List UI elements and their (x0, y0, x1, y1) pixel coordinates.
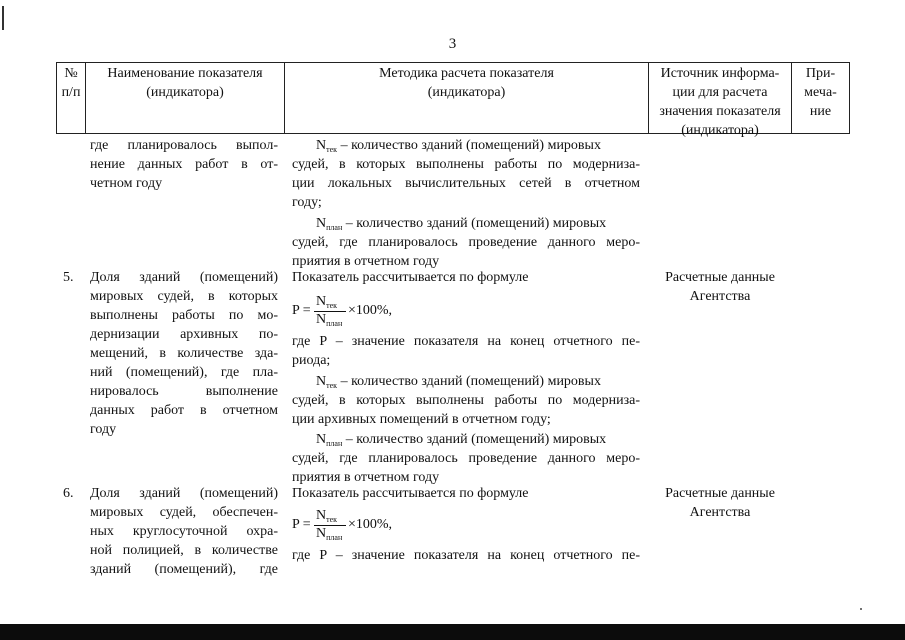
table-top-border (56, 62, 850, 63)
cont-name-cell: где планировалось выпол- нение данных работ в от- четном году (90, 138, 278, 191)
row5-formula: P = $N_{тек}$ $N_{план}$ ×100%, (292, 294, 393, 328)
row5-number: 5. (63, 270, 74, 285)
header-col-note: При- меча- ние (804, 66, 837, 119)
row6-number: 6. (63, 486, 74, 501)
row6-name-cell: Доля зданий (помещений) мировых судей, обеспечен- ных круглосуточной охра- ной полицией, в количестве зданий (помещений), где (90, 486, 278, 577)
cont-nplan-paragraph: $N_{план}$ – количество зданий (помещений) мировых судей, где планировалось проведение данного меро- приятия в отчетном году (292, 216, 640, 269)
row6-formula: P = $N_{тек}$ $N_{план}$ ×100%, (292, 508, 393, 542)
page-number: 3 (448, 36, 457, 52)
scan-bottom-edge (0, 624, 905, 640)
row6-formula-intro: Показатель рассчитывается по формуле (292, 486, 529, 501)
scan-margin-mark (2, 6, 4, 30)
nplan-symbol: N (316, 432, 327, 447)
cont-ntek-paragraph: $N_{тек}$ – количество зданий (помещений) мировых судей, в которых выполнены работы по модерниза- ции локальных вычислительных сетей в отчетном году; (292, 138, 640, 210)
row5-source: Расчетные данные Агентства (665, 270, 775, 304)
header-col-number: № п/п (61, 66, 81, 100)
row5-name-cell: Доля зданий (помещений) мировых судей, в которых выполнены работы по мо- дернизации архивных по- мещений, в количестве зда- ний (помещений), где пла- нировалось выполнение данных работ в отчетном году (90, 270, 278, 437)
scan-speck (860, 608, 862, 610)
row5-ntek-paragraph: $N_{тек}$ – количество зданий (помещений) мировых судей, в которых выполнены работы по модерниза- ции архивных помещений в отчетном году; (292, 374, 640, 427)
row5-formula-intro: Показатель рассчитывается по формуле (292, 270, 529, 285)
nplan-symbol: N (316, 216, 327, 231)
table-right-border (849, 62, 850, 134)
row6-p-definition: где P – значение показателя на конец отчетного пе- (292, 548, 640, 563)
header-col-source: Источник информа- ции для расчета значения показателя (индикатора) (659, 66, 781, 138)
row5-p-definition: где P – значение показателя на конец отчетного пе- риода; (292, 334, 640, 368)
row6-source: Расчетные данные Агентства (665, 486, 775, 520)
ntek-symbol: N (316, 374, 327, 389)
row5-nplan-paragraph: $N_{план}$ – количество зданий (помещений) мировых судей, где планировалось проведение данного меро- приятия в отчетном году (292, 432, 640, 485)
ntek-symbol: N (316, 138, 327, 153)
header-col-method: Методика расчета показателя (индикатора) (379, 66, 554, 100)
header-col-indicator-name: Наименование показателя (индикатора) (107, 66, 263, 100)
